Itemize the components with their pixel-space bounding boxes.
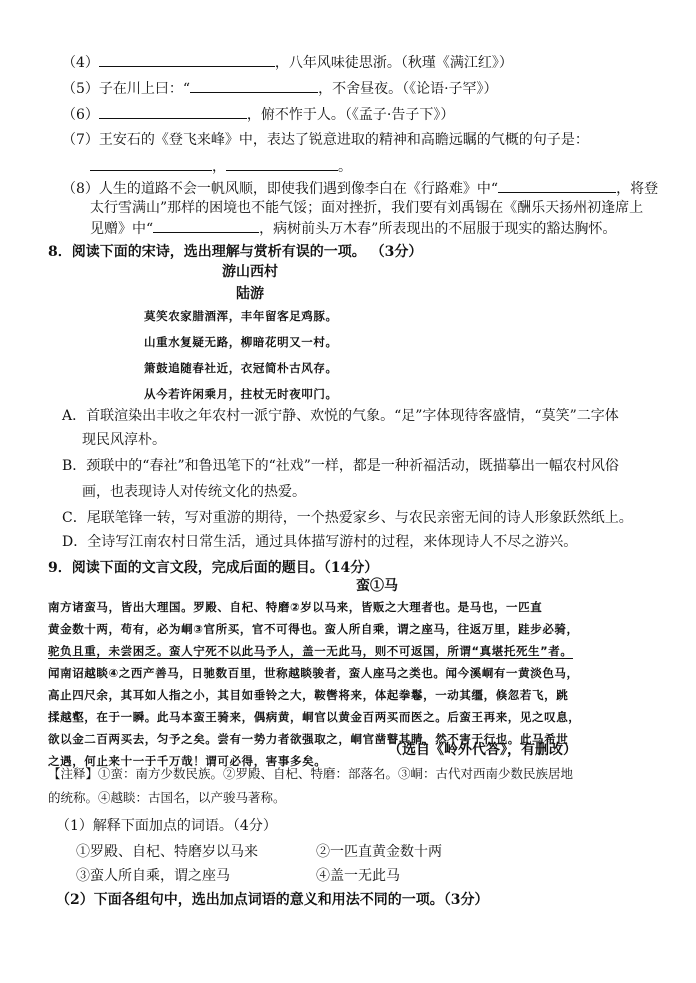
q8-stem: 8．阅读下面的宋诗，选出理解与赏析有误的一项。 （3分） — [48, 244, 423, 260]
q7-item-8-line1: （8）人生的道路不会一帆风顺，即使我们遇到像李白在《行路难》中“ ，将登 — [62, 178, 658, 199]
answer-blank[interactable] — [99, 52, 275, 67]
q8-option-d: D．全诗写江南农村日常生活，通过具体描写游村的过程，来体现诗人不尽之游兴。 — [62, 534, 578, 550]
q8-option-c: C．尾联笔锋一转，写对重游的期待，一个热爱家乡、与农民亲密无间的诗人形象跃然纸上。 — [62, 510, 633, 526]
q8-option-b-cont: 画，也表现诗人对传统文化的热爱。 — [82, 484, 306, 500]
poem-line: 莫笑农家腊酒浑，丰年留客足鸡豚。 — [144, 309, 338, 323]
poem-line: 箫鼓追随春社近，衣冠简朴古风存。 — [144, 361, 338, 375]
q8-option-a-cont: 现民风淳朴。 — [82, 432, 166, 448]
poem-line: 山重水复疑无路，柳暗花明又一村。 — [144, 335, 338, 349]
poem-line: 从今若许闲乘月，拄杖无时夜叩门。 — [144, 387, 338, 401]
passage-line: 高止四尺余，其耳如人指之小，其目如垂铃之大，鞍辔将来，体起拳鬈，一动其缰，倏忽若飞，跳 — [48, 688, 569, 702]
q7-item-7-blanks: ， 。 — [90, 156, 352, 177]
passage-line: 欲以金二百两买去，匀予之矣。尝有一势力者欲强取之，峒官凿瞽其睛，然不害于行也。此马希世 — [48, 732, 569, 746]
q9-sub1: （1）解释下面加点的词语。（4分） — [56, 818, 277, 834]
q8-option-b: B．颈联中的“春社”和鲁迅笔下的“社戏”一样，都是一种祈福活动，既描摹出一幅农村风俗 — [62, 458, 619, 474]
passage-title: 蛮①马 — [356, 578, 398, 594]
passage-line: 揉越壑，在于一瞬。此马本蛮王骑来，偶病黄，峒官以黄金百两买而医之。后蛮王再来，见之叹息， — [48, 710, 581, 724]
q9-item: ③蛮人所自乘，谓之座马 — [76, 868, 230, 884]
q7-item-6: （6） ，俯不怍于人。（《孟子·告子下》） — [62, 104, 454, 125]
passage-line: 黄金数十两，苟有，必为峒③官所买，官不可得也。蛮人所自乘，谓之座马，往返万里，跬步必骑， — [48, 622, 579, 636]
q9-item: ②一匹直黄金数十两 — [316, 844, 442, 860]
q9-item: ④盖一无此马 — [316, 868, 400, 884]
answer-blank[interactable] — [498, 178, 616, 193]
q8-option-a: A．首联渲染出丰收之年农村一派宁静、欢悦的气象。“足”字体现待客盛情，“莫笑”二字体 — [62, 408, 619, 424]
passage-line: 南方诸蛮马，皆出大理国。罗殿、自杞、特磨②岁以马来，皆贩之大理者也。是马也，一匹直 — [48, 600, 543, 614]
q7-item-5: （5）子在川上曰：“ ，不舍昼夜。（《论语·子罕》） — [62, 78, 498, 99]
passage-note: 【注释】①蛮：南方少数民族。②罗殿、自杞、特磨：部落名。③峒：古代对西南少数民族居地 — [48, 766, 574, 781]
q9-item: ①罗殿、自杞、特磨岁以马来 — [76, 844, 258, 860]
q7-item-8-line2: 太行雪满山”那样的困境也不能气馁；面对挫折，我们要有刘禹锡在《酬乐天扬州初逢席上 — [90, 200, 644, 216]
answer-blank[interactable] — [90, 156, 212, 171]
q9-stem: 9．阅读下面的文言文段，完成后面的题目。（14分） — [48, 560, 379, 576]
poem-title: 游山西村 — [222, 264, 278, 280]
q7-item-4: （4） ，八年风味徒思浙。（秋瑾《满江红》） — [62, 52, 513, 73]
passage-source: （选自《岭外代答》，有删改） — [388, 742, 577, 758]
poem-author: 陆游 — [236, 286, 264, 302]
answer-blank[interactable] — [226, 156, 338, 171]
passage-line: 闻南诏越睒④之西产善马，日驰数百里，世称越睒骏者，蛮人座马之类也。闻今溪峒有一黄淡色马， — [48, 666, 579, 680]
passage-line: 之遇，何止来十一于千万哉！谓可必得，害事多矣。 — [48, 754, 327, 768]
passage-line: 驼负且重，未尝困乏。蛮人宁死不以此马予人，盖一无此马，则不可返国，所谓“真堪托死生”者。 — [48, 644, 573, 658]
q9-sub2: （2）下面各组句中，选出加点词语的意义和用法不同的一项。（3分） — [56, 892, 489, 908]
q7-item-8-line3: 见赠》中“ ，病树前头万木春”所表现出的不屈服于现实的豁达胸怀。 — [90, 218, 616, 239]
answer-blank[interactable] — [190, 78, 318, 93]
passage-note-cont: 的统称。④越睒：古国名，以产骏马著称。 — [48, 790, 286, 805]
answer-blank[interactable] — [153, 218, 259, 233]
q7-item-7: （7）王安石的《登飞来峰》中，表达了锐意进取的精神和高瞻远瞩的气概的句子是： — [62, 132, 589, 148]
answer-blank[interactable] — [99, 104, 247, 119]
